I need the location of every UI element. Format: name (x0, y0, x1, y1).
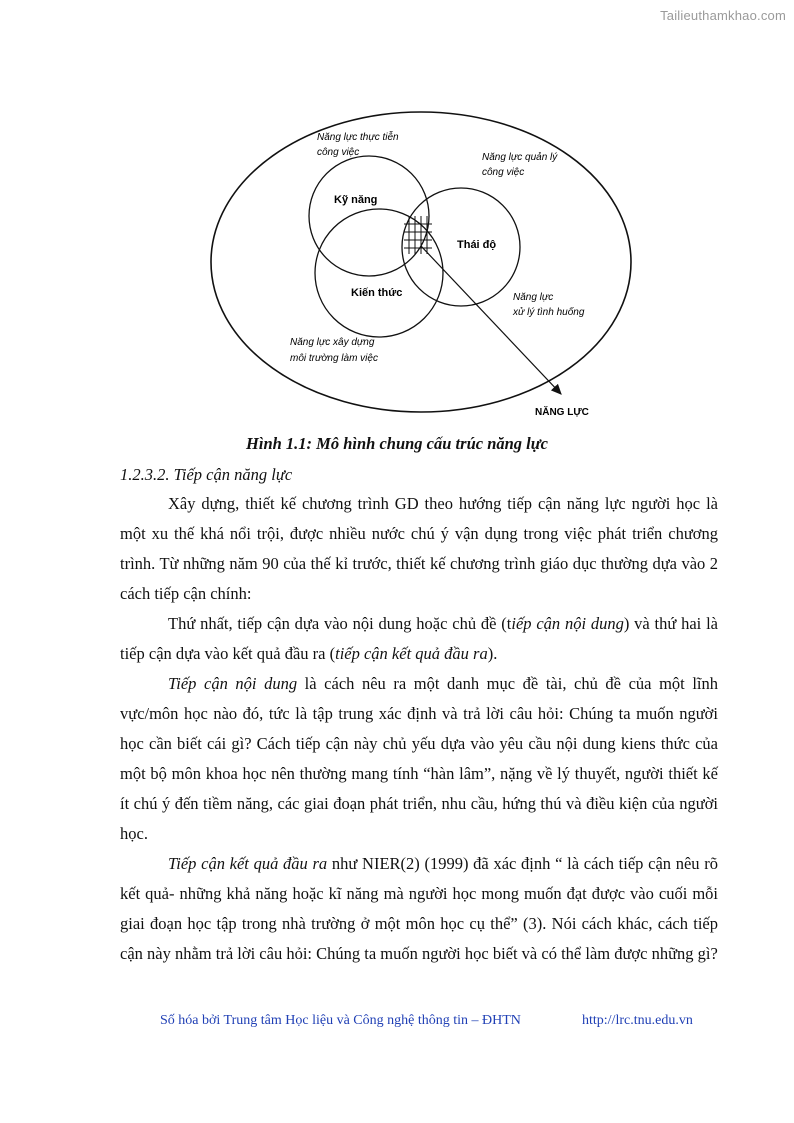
body-text (120, 489, 718, 969)
label-nang-luc: NĂNG LỰC (535, 407, 589, 418)
label-xu-ly-2: xử lý tình huống (513, 307, 585, 318)
paragraph-1-text: Xây dựng, thiết kế chương trình GD theo hướng tiếp cận năng lực người học là một xu thế khá nổi trội, được nhiều nước chú ý vận dụng trong việc phát triển chương trình. Từ những năm 90 của thế kỉ trước, thiết kế chương trình giáo dục thường dựa vào 2 cách tiếp cận chính: (120, 494, 718, 603)
paragraph-2 (120, 609, 718, 669)
label-thuc-tien-2: công việc (317, 147, 360, 158)
footer-url-link[interactable]: http://lrc.tnu.edu.vn (582, 1013, 693, 1028)
section-heading: 1.2.3.2. Tiếp cận năng lực (120, 465, 293, 484)
paragraph-4 (120, 849, 718, 969)
watermark: Tailieuthamkhao.com (660, 8, 786, 23)
competency-structure-diagram (200, 98, 650, 428)
nang-luc-arrow (421, 246, 561, 394)
label-quan-ly-1: Năng lực quản lý (482, 152, 558, 163)
label-quan-ly-2: công việc (482, 167, 525, 178)
paragraph-2-italic-a: iếp cận nội dung (511, 614, 624, 633)
label-kien-thuc: Kiến thức (351, 287, 403, 299)
label-thai-do: Thái độ (457, 239, 497, 251)
paragraph-2-text-a: Thứ nhất, tiếp cận dựa vào nội dung hoặc chủ đề (t (168, 614, 512, 633)
paragraph-3-text: là cách nêu ra một danh mục đề tài, chủ đề của một lĩnh vực/môn học nào đó, tức là tập trung xác định và trả lời câu hỏi: Chúng ta muốn người học cần biết cái gì? Cách tiếp cận này chủ yếu dựa vào yêu cầu nội dung kiens thức của một bộ môn khoa học nên thường mang tính “hàn lâm”, nặng về lý thuyết, người thiết kế ít chú ý đến tiềm năng, các giai đoạn phát triển, nhu cầu, hứng thú và điều kiện của người học. (120, 674, 718, 843)
paragraph-1 (120, 489, 718, 609)
footer-credit: Số hóa bởi Trung tâm Học liệu và Công nghệ thông tin – ĐHTN (160, 1013, 521, 1028)
paragraph-3-italic: Tiếp cận nội dung (168, 674, 298, 693)
paragraph-4-italic: Tiếp cận kết quả đầu ra (168, 854, 328, 873)
label-xay-dung-1: Năng lực xây dựng (290, 337, 375, 348)
label-xu-ly-1: Năng lực (513, 292, 554, 303)
label-ky-nang: Kỹ năng (334, 194, 378, 206)
page-footer (160, 1013, 693, 1029)
kien-thuc-circle (315, 209, 443, 337)
label-thuc-tien-1: Năng lực thực tiễn (317, 132, 399, 143)
paragraph-2-text-e: ). (487, 644, 498, 663)
label-xay-dung-2: môi trường làm việc (290, 353, 378, 364)
paragraph-4-text: như NIER(2) (1999) đã xác định “ là cách tiếp cận nêu rõ kết quả- những khả năng hoặc kĩ năng mà người học mong muốn đạt được vào cuối mỗi giai đoạn học tập trong nhà trường ở một môn học cụ thể” (3). Nói cách khác, cách tiếp cận này nhằm trả lời câu hỏi: Chúng ta muốn người học biết và có thể làm được những gì? (120, 854, 718, 963)
paragraph-3 (120, 669, 718, 849)
figure-caption: Hình 1.1: Mô hình chung cấu trúc năng lực (246, 434, 548, 453)
outer-ellipse (211, 112, 631, 412)
paragraph-2-text-c: ) và thứ hai là tiếp cận dựa vào kết quả đầu ra ( (120, 614, 718, 663)
paragraph-2-italic-b: tiếp cận kết quả đầu ra (335, 644, 488, 663)
